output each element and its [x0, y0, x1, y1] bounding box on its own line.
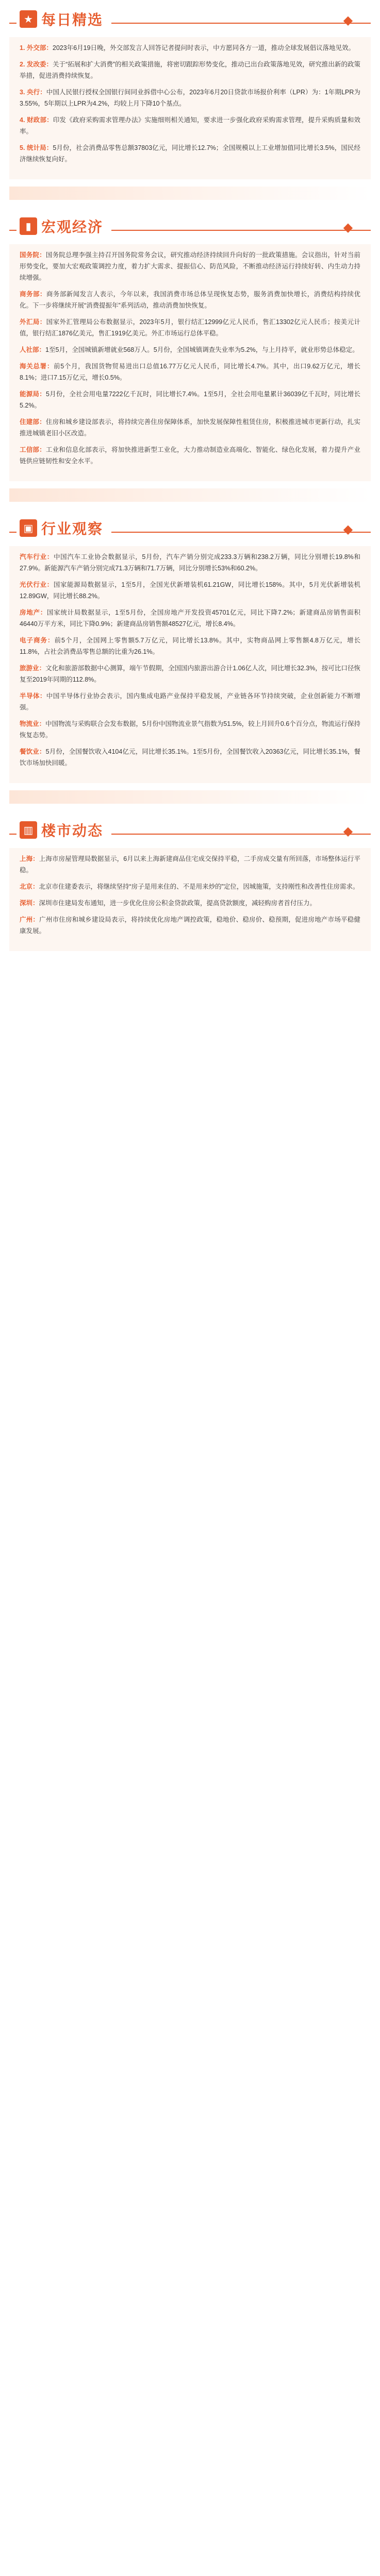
news-item-text: 住房和城乡建设部表示，将持续完善住房保障体系，加快发展保障性租赁住房，积极推进城市更新行动，扎实推进城镇老旧小区改造。: [20, 418, 360, 437]
decor-icon: ◆: [343, 824, 353, 838]
news-item-head: 5. 统计局：: [20, 144, 53, 151]
news-item-text: 中国人民银行授权全国银行间同业拆借中心公布，2023年6月20日贷款市场报价利率（LPR）为：1年期LPR为3.55%，5年期以上LPR为4.2%，均较上月下降10个基点。: [20, 89, 361, 107]
news-item: [20, 388, 360, 411]
news-item-head: 国务院：: [20, 251, 46, 259]
building-icon: ▥: [20, 821, 37, 839]
news-item-head: 商务部：: [20, 291, 46, 298]
news-item-text: 1至5月，全国城镇新增就业568万人。5月份，全国城镇调查失业率为5.2%，与上月持平，就业形势总体稳定。: [45, 346, 359, 353]
decor-icon: ◆: [343, 522, 353, 536]
news-item-head: 餐饮业：: [20, 748, 46, 755]
news-item-head: 能源局：: [20, 391, 46, 398]
section-header: [9, 811, 371, 848]
news-item-text: 北京市住建委表示，将继续坚持“房子是用来住的、不是用来炒的”定位，因城施策，支持刚性和改善性住房需求。: [39, 883, 359, 890]
news-item: [20, 635, 360, 657]
news-item-head: 1. 外交部：: [20, 44, 53, 52]
news-item-head: 电子商务：: [20, 637, 55, 644]
section-header: [9, 509, 371, 546]
news-item-head: 光伏行业：: [20, 581, 54, 588]
news-item-head: 房地产：: [20, 609, 47, 616]
section-spacer: [9, 187, 371, 200]
news-item-text: 中国汽车工业协会数据显示，5月份，汽车产销分别完成233.3万辆和238.2万辆，同比分别增长19.8%和27.9%。新能源汽车产销分别完成71.3万辆和71.7万辆，同比分别增长53%和60.2%。: [20, 553, 360, 572]
news-item: [20, 914, 360, 937]
news-item-text: 深圳市住建局发布通知，进一步优化住房公积金贷款政策，提高贷款额度，减轻购房者首付压力。: [39, 900, 317, 907]
news-item-head: 汽车行业：: [20, 553, 54, 561]
news-item: [20, 361, 360, 383]
news-item-text: 国务院总理李强主持召开国务院常务会议，研究推动经济持续回升向好的一批政策措施。会议指出，针对当前形势变化，要加大宏观政策调控力度，着力扩大需求、提振信心、防范风险，不断推动经济运行持续好转、内生动力持续增强。: [20, 251, 360, 281]
star-icon: ★: [20, 10, 37, 28]
news-item-text: 5月份，全国餐饮收入4104亿元，同比增长35.1%。1至5月份，全国餐饮收入20363亿元，同比增长35.1%，餐饮市场加快回暖。: [20, 748, 360, 767]
news-item: [20, 897, 360, 909]
news-item-head: 工信部：: [20, 446, 46, 453]
news-item-head: 海关总署：: [20, 363, 54, 370]
news-item-text: 前5个月，全国网上零售额5.7万亿元，同比增长13.8%。其中，实物商品网上零售额4.8万亿元，增长11.8%，占社会消费品零售总额的比重为26.1%。: [20, 637, 360, 655]
section-title: 楼市动态: [41, 823, 104, 839]
news-item-text: 广州市住房和城乡建设局表示，将持续优化房地产调控政策，稳地价、稳房价、稳预期，促进房地产市场平稳健康发展。: [20, 916, 360, 935]
section-header: [9, 207, 371, 244]
section-title-box: [16, 215, 111, 237]
news-item-text: 国家统计局数据显示，1至5月份，全国房地产开发投资45701亿元，同比下降7.2%；新建商品房销售面积46440万平方米，同比下降0.9%；新建商品房销售额48527亿元，增长8.4%。: [20, 609, 360, 628]
news-item-head: 广州：: [20, 916, 40, 923]
section-title-box: [16, 8, 111, 30]
news-item: [20, 316, 360, 339]
news-item-text: 5月份，社会消费品零售总额37803亿元，同比增长12.7%；全国规模以上工业增加值同比增长3.5%，国民经济继续恢复向好。: [20, 144, 360, 163]
news-item: [20, 881, 360, 892]
news-item: [20, 87, 360, 109]
news-item: [20, 289, 360, 311]
news-item-head: 人社部：: [20, 346, 46, 353]
news-item-text: 工业和信息化部表示，将加快推进新型工业化，大力推动制造业高端化、智能化、绿色化发展，着力提升产业链供应链韧性和安全水平。: [20, 446, 360, 465]
news-item: [20, 344, 360, 355]
news-item: [20, 42, 360, 54]
news-item-head: 半导体：: [20, 692, 46, 700]
news-item-head: 4. 财政部：: [20, 116, 53, 124]
news-item: [20, 718, 360, 741]
news-item: [20, 59, 360, 81]
news-item-text: 5月份，全社会用电量7222亿千瓦时，同比增长7.4%。1至5月，全社会用电量累计36039亿千瓦时，同比增长5.2%。: [20, 391, 360, 409]
section-spacer: [9, 488, 371, 502]
news-item-text: 上海市房屋管理局数据显示，6月以来上海新建商品住宅成交保持平稳，二手房成交量有所回落，市场整体运行平稳。: [20, 855, 360, 874]
news-item: [20, 142, 360, 165]
news-item: [20, 551, 360, 574]
section-spacer: [9, 790, 371, 804]
news-item-text: 中国半导体行业协会表示，国内集成电路产业保持平稳发展，产业链各环节持续突破，企业创新能力不断增强。: [20, 692, 360, 711]
news-item-head: 北京：: [20, 883, 39, 890]
news-item-head: 外汇局：: [20, 318, 46, 326]
section-body: [9, 244, 371, 481]
news-item-text: 前5个月，我国货物贸易进出口总值16.77万亿元人民币，同比增长4.7%。其中，出口9.62万亿元，增长8.1%；进口7.15万亿元，增长0.5%。: [20, 363, 360, 381]
news-item: [20, 853, 360, 876]
section-body: [9, 37, 371, 179]
section-title-box: [16, 819, 111, 841]
news-item: [20, 416, 360, 439]
news-item-text: 国家外汇管理局公布数据显示，2023年5月，银行结汇12999亿元人民币，售汇13302亿元人民币；按美元计值，银行结汇1876亿美元，售汇1919亿美元。外汇市场运行总体平稳。: [20, 318, 360, 337]
section-title: 每日精选: [41, 12, 104, 28]
news-item: [20, 579, 360, 602]
news-item-head: 深圳：: [20, 900, 39, 907]
news-item: [20, 444, 360, 467]
news-item-text: 中国物流与采购联合会发布数据，5月份中国物流业景气指数为51.5%，较上月回升0.6个百分点，物流运行保持恢复态势。: [20, 720, 360, 739]
decor-icon: ◆: [343, 221, 353, 234]
news-item: [20, 249, 360, 283]
decor-icon: ◆: [343, 13, 353, 27]
section-title: 行业观察: [41, 521, 104, 537]
news-item: [20, 663, 360, 685]
section-body: [9, 848, 371, 951]
news-item-text: 印发《政府采购需求管理办法》实施细则相关通知，要求进一步强化政府采购需求管理，提升采购质量和效率。: [20, 116, 360, 135]
news-item-head: 2. 发改委：: [20, 61, 53, 68]
chart-icon: ▮: [20, 217, 37, 235]
news-item: [20, 746, 360, 769]
section-title: 宏观经济: [41, 219, 104, 235]
news-item-text: 商务部新闻发言人表示，今年以来，我国消费市场总体呈现恢复态势，服务消费加快增长，消费结构持续优化。下一步将继续开展“消费提振年”系列活动，推动消费加快恢复。: [20, 291, 360, 309]
news-item-text: 文化和旅游部数据中心测算，端午节假期，全国国内旅游出游合计1.06亿人次，同比增长32.3%，按可比口径恢复至2019年同期的112.8%。: [20, 665, 360, 683]
section-title-box: [16, 517, 111, 539]
news-item: [20, 607, 360, 630]
news-item-head: 上海：: [20, 855, 39, 862]
news-item-head: 住建部：: [20, 418, 46, 426]
section-body: [9, 546, 371, 783]
news-item-head: 3. 央行：: [20, 89, 46, 96]
news-item-text: 2023年6月19日晚，外交部发言人回答记者提问时表示，中方愿同各方一道，推动全球发展倡议落地见效。: [52, 44, 355, 52]
section-header: [9, 0, 371, 37]
news-item-text: 关于“拓展和扩大消费”的相关政策措施，将密切跟踪形势变化，推动已出台政策落地见效，研究推出新的政策举措，促进消费持续恢复。: [20, 61, 361, 79]
news-item: [20, 690, 360, 713]
briefcase-icon: ▣: [20, 519, 37, 537]
news-item-head: 旅游业：: [20, 665, 46, 672]
news-item-head: 物流业：: [20, 720, 46, 727]
news-item-text: 国家能源局数据显示，1至5月，全国光伏新增装机61.21GW，同比增长158%。其中，5月光伏新增装机12.89GW，同比增长88.2%。: [20, 581, 360, 600]
news-item: [20, 114, 360, 137]
